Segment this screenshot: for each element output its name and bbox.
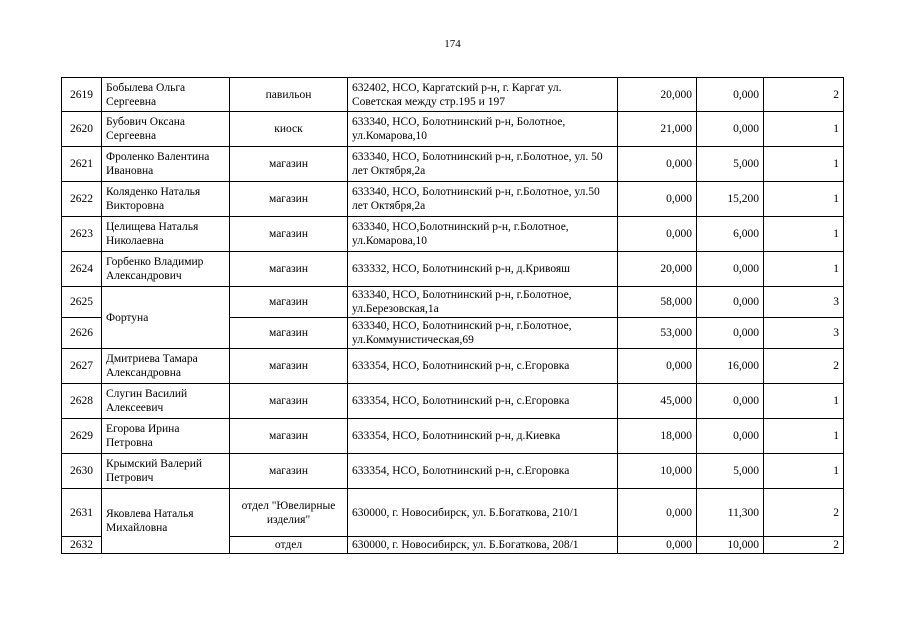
value-cell-2: 15,200 bbox=[697, 182, 764, 217]
value-cell-1: 18,000 bbox=[618, 419, 697, 454]
value-cell-2: 0,000 bbox=[697, 318, 764, 349]
object-type-cell: магазин bbox=[230, 217, 348, 252]
value-cell-2: 0,000 bbox=[697, 384, 764, 419]
object-type-cell: отдел "Ювелирные изделия" bbox=[230, 489, 348, 537]
table-row bbox=[62, 287, 844, 318]
object-type-cell: отдел bbox=[230, 537, 348, 554]
value-cell-1: 0,000 bbox=[618, 349, 697, 384]
value-cell-1: 58,000 bbox=[618, 287, 697, 318]
value-cell-1: 21,000 bbox=[618, 112, 697, 147]
value-cell-3: 1 bbox=[764, 217, 844, 252]
value-cell-1: 0,000 bbox=[618, 147, 697, 182]
value-cell-3: 3 bbox=[764, 287, 844, 318]
value-cell-1: 0,000 bbox=[618, 537, 697, 554]
value-cell-3: 2 bbox=[764, 349, 844, 384]
value-cell-1: 20,000 bbox=[618, 252, 697, 287]
value-cell-1: 20,000 bbox=[618, 78, 697, 112]
row-number-cell: 2631 bbox=[62, 489, 102, 537]
value-cell-3: 3 bbox=[764, 318, 844, 349]
row-number-cell: 2632 bbox=[62, 537, 102, 554]
address-cell: 633332, НСО, Болотнинский р-н, д.Кривояш bbox=[348, 252, 618, 287]
object-type-cell: магазин bbox=[230, 454, 348, 489]
value-cell-1: 45,000 bbox=[618, 384, 697, 419]
row-number-cell: 2624 bbox=[62, 252, 102, 287]
value-cell-2: 10,000 bbox=[697, 537, 764, 554]
table-row bbox=[62, 182, 844, 217]
row-number-cell: 2619 bbox=[62, 78, 102, 112]
table-row bbox=[62, 252, 844, 287]
owner-name-cell: Целищева Наталья Николаевна bbox=[102, 217, 230, 252]
object-type-cell: киоск bbox=[230, 112, 348, 147]
value-cell-2: 5,000 bbox=[697, 454, 764, 489]
object-type-cell: магазин bbox=[230, 147, 348, 182]
table-row bbox=[62, 112, 844, 147]
row-number-cell: 2629 bbox=[62, 419, 102, 454]
owner-name-cell: Крымский Валерий Петрович bbox=[102, 454, 230, 489]
owner-name-cell: Фроленко Валентина Ивановна bbox=[102, 147, 230, 182]
value-cell-3: 1 bbox=[764, 147, 844, 182]
address-cell: 633340, НСО, Болотнинский р-н, г.Болотное, ул.Коммунистическая,69 bbox=[348, 318, 618, 349]
value-cell-1: 53,000 bbox=[618, 318, 697, 349]
value-cell-2: 0,000 bbox=[697, 112, 764, 147]
object-type-cell: магазин bbox=[230, 384, 348, 419]
value-cell-1: 0,000 bbox=[618, 489, 697, 537]
owner-name-cell: Дмитриева Тамара Александровна bbox=[102, 349, 230, 384]
row-number-cell: 2620 bbox=[62, 112, 102, 147]
value-cell-3: 1 bbox=[764, 454, 844, 489]
address-cell: 633340, НСО,Болотнинский р-н, г.Болотное, ул.Комарова,10 bbox=[348, 217, 618, 252]
value-cell-3: 1 bbox=[764, 384, 844, 419]
owner-name-cell: Слугин Василий Алексеевич bbox=[102, 384, 230, 419]
value-cell-2: 11,300 bbox=[697, 489, 764, 537]
object-type-cell: магазин bbox=[230, 419, 348, 454]
owner-name-cell: Бубович Оксана Сергеевна bbox=[102, 112, 230, 147]
value-cell-3: 1 bbox=[764, 419, 844, 454]
table-row bbox=[62, 384, 844, 419]
value-cell-3: 2 bbox=[764, 78, 844, 112]
row-number-cell: 2630 bbox=[62, 454, 102, 489]
value-cell-2: 0,000 bbox=[697, 287, 764, 318]
address-cell: 633340, НСО, Болотнинский р-н, Болотное, ул.Комарова,10 bbox=[348, 112, 618, 147]
owner-name-cell: Коляденко Наталья Викторовна bbox=[102, 182, 230, 217]
row-number-cell: 2628 bbox=[62, 384, 102, 419]
value-cell-1: 0,000 bbox=[618, 217, 697, 252]
value-cell-3: 2 bbox=[764, 489, 844, 537]
owner-name-cell: Яковлева Наталья Михайловна bbox=[102, 489, 230, 554]
address-cell: 630000, г. Новосибирск, ул. Б.Богаткова, 210/1 bbox=[348, 489, 618, 537]
row-number-cell: 2621 bbox=[62, 147, 102, 182]
row-number-cell: 2622 bbox=[62, 182, 102, 217]
value-cell-2: 0,000 bbox=[697, 78, 764, 112]
page-number: 174 bbox=[444, 38, 461, 50]
object-type-cell: магазин bbox=[230, 287, 348, 318]
value-cell-3: 2 bbox=[764, 537, 844, 554]
table-row bbox=[62, 78, 844, 112]
table-row bbox=[62, 147, 844, 182]
value-cell-2: 16,000 bbox=[697, 349, 764, 384]
row-number-cell: 2625 bbox=[62, 287, 102, 318]
address-cell: 632402, НСО, Каргатский р-н, г. Каргат ул. Советская между стр.195 и 197 bbox=[348, 78, 618, 112]
table-row bbox=[62, 217, 844, 252]
address-cell: 633354, НСО, Болотнинский р-н, с.Егоровка bbox=[348, 349, 618, 384]
value-cell-1: 0,000 bbox=[618, 182, 697, 217]
value-cell-3: 1 bbox=[764, 182, 844, 217]
table-row bbox=[62, 454, 844, 489]
address-cell: 633340, НСО, Болотнинский р-н, г.Болотное, ул. 50 лет Октября,2а bbox=[348, 147, 618, 182]
address-cell: 633340, НСО, Болотнинский р-н, г.Болотное, ул.Березовская,1а bbox=[348, 287, 618, 318]
row-number-cell: 2626 bbox=[62, 318, 102, 349]
table-row bbox=[62, 489, 844, 537]
row-number-cell: 2623 bbox=[62, 217, 102, 252]
owner-name-cell: Егорова Ирина Петровна bbox=[102, 419, 230, 454]
value-cell-3: 1 bbox=[764, 252, 844, 287]
value-cell-2: 0,000 bbox=[697, 252, 764, 287]
address-cell: 633340, НСО, Болотнинский р-н, г.Болотное, ул.50 лет Октября,2а bbox=[348, 182, 618, 217]
table-row bbox=[62, 419, 844, 454]
value-cell-2: 5,000 bbox=[697, 147, 764, 182]
registry-table bbox=[61, 77, 844, 554]
object-type-cell: магазин bbox=[230, 349, 348, 384]
address-cell: 630000, г. Новосибирск, ул. Б.Богаткова, 208/1 bbox=[348, 537, 618, 554]
value-cell-1: 10,000 bbox=[618, 454, 697, 489]
value-cell-2: 6,000 bbox=[697, 217, 764, 252]
owner-name-cell: Бобылева Ольга Сергеевна bbox=[102, 78, 230, 112]
value-cell-3: 1 bbox=[764, 112, 844, 147]
table-row bbox=[62, 349, 844, 384]
address-cell: 633354, НСО, Болотнинский р-н, с.Егоровка bbox=[348, 384, 618, 419]
address-cell: 633354, НСО, Болотнинский р-н, д.Киевка bbox=[348, 419, 618, 454]
owner-name-cell: Фортуна bbox=[102, 287, 230, 349]
address-cell: 633354, НСО, Болотнинский р-н, с.Егоровка bbox=[348, 454, 618, 489]
object-type-cell: магазин bbox=[230, 318, 348, 349]
object-type-cell: павильон bbox=[230, 78, 348, 112]
value-cell-2: 0,000 bbox=[697, 419, 764, 454]
object-type-cell: магазин bbox=[230, 182, 348, 217]
object-type-cell: магазин bbox=[230, 252, 348, 287]
row-number-cell: 2627 bbox=[62, 349, 102, 384]
owner-name-cell: Горбенко Владимир Александрович bbox=[102, 252, 230, 287]
